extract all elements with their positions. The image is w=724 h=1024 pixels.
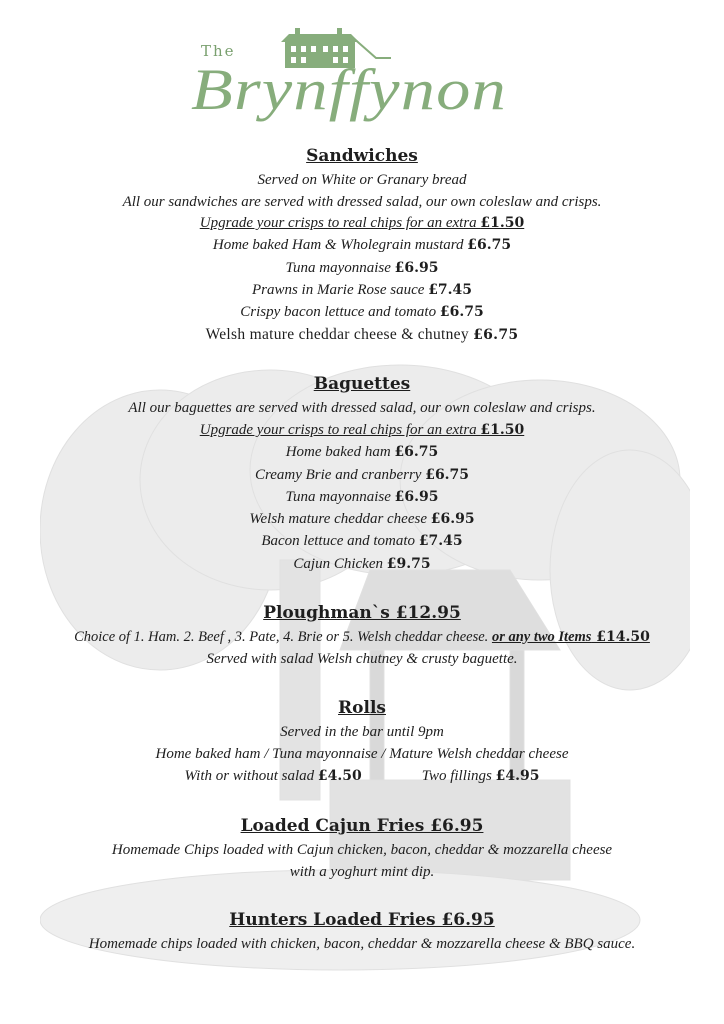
item-name: Bacon lettuce and tomato (261, 533, 419, 549)
item-price: £6.75 (467, 237, 512, 253)
baguette-item (0, 444, 724, 461)
baguettes-note: All our baguettes are served with dressed salad, our own coleslaw and crisps. (128, 400, 596, 416)
item-price: £6.75 (473, 327, 519, 343)
item-price: £7.45 (428, 282, 473, 298)
choice-text: Choice of 1. Ham. 2. Beef , 3. Pate, 4. Brie or 5. Welsh cheddar cheese. (74, 629, 492, 645)
hunters-fries-desc: Homemade chips loaded with chicken, bacon, cheddar & mozzarella cheese & BBQ sauce. (88, 936, 636, 952)
salad-price: £4.50 (317, 768, 362, 784)
baguette-item (0, 467, 724, 484)
item-name: Crispy bacon lettuce and tomato (240, 304, 440, 320)
sandwiches-upgrade (0, 215, 724, 232)
sandwich-item (0, 326, 724, 344)
rolls-prices (0, 768, 724, 785)
baguette-item (0, 489, 724, 506)
item-price: £6.95 (430, 511, 475, 527)
upgrade-text: Upgrade your crisps to real chips for an extra (199, 215, 481, 231)
item-name: Tuna mayonnaise (285, 489, 395, 505)
baguette-item (0, 511, 724, 528)
ploughmans-choice (0, 629, 724, 646)
upgrade-text: Upgrade your crisps to real chips for an extra (199, 422, 481, 438)
upgrade-price: £1.50 (480, 422, 525, 438)
sandwich-item (0, 282, 724, 299)
sandwich-item (0, 260, 724, 277)
item-name: Welsh mature cheddar cheese (249, 511, 431, 527)
item-name: Welsh mature cheddar cheese & chutney (205, 326, 474, 343)
ploughmans-title: Ploughman`s £12.95 (263, 603, 461, 623)
item-price: £6.75 (394, 444, 439, 460)
item-price: £6.95 (394, 489, 439, 505)
two-items-price: £14.50 (591, 629, 650, 645)
cajun-fries-desc: Homemade Chips loaded with Cajun chicken, bacon, cheddar & mozzarella cheese (111, 842, 613, 858)
item-name: Cajun Chicken (293, 556, 387, 572)
upgrade-price: £1.50 (480, 215, 525, 231)
rolls-title: Rolls (338, 698, 386, 718)
item-price: £6.75 (425, 467, 470, 483)
two-fillings-price: £4.95 (495, 768, 540, 784)
item-price: £6.75 (439, 304, 484, 320)
salad-text: With or without salad (184, 768, 318, 784)
cajun-fries-desc-2: with a yoghurt mint dip. (289, 864, 435, 880)
item-name: Creamy Brie and cranberry (254, 467, 426, 483)
baguettes-title: Baguettes (313, 374, 411, 394)
two-fillings-text: Two fillings (421, 768, 496, 784)
hunters-fries-title: Hunters Loaded Fries £6.95 (229, 910, 495, 930)
sandwiches-note: All our sandwiches are served with dressed salad, our own coleslaw and crisps. (122, 194, 602, 210)
logo-name: Brynffynon (191, 57, 507, 122)
sandwich-item (0, 237, 724, 254)
sandwiches-title: Sandwiches (306, 146, 418, 166)
item-price: £7.45 (418, 533, 463, 549)
rolls-subtitle: Served in the bar until 9pm (280, 724, 444, 740)
sandwich-item (0, 304, 724, 321)
two-items-text: or any two Items (491, 629, 592, 645)
sandwiches-subtitle: Served on White or Granary bread (257, 172, 467, 188)
item-name: Prawns in Marie Rose sauce (251, 282, 429, 298)
item-price: £9.75 (386, 556, 431, 572)
item-name: Home baked Ham & Wholegrain mustard (212, 237, 468, 253)
baguette-item (0, 556, 724, 573)
rolls-fillings: Home baked ham / Tuna mayonnaise / Mature Welsh cheddar cheese (155, 746, 569, 762)
item-name: Home baked ham (285, 444, 395, 460)
ploughmans-served: Served with salad Welsh chutney & crusty baguette. (206, 651, 518, 667)
baguettes-upgrade (0, 422, 724, 439)
cajun-fries-title: Loaded Cajun Fries £6.95 (240, 816, 484, 836)
logo-the: The (201, 42, 236, 60)
baguette-item (0, 533, 724, 550)
item-name: Tuna mayonnaise (285, 260, 395, 276)
brynffynon-logo (185, 26, 545, 142)
item-price: £6.95 (394, 260, 439, 276)
